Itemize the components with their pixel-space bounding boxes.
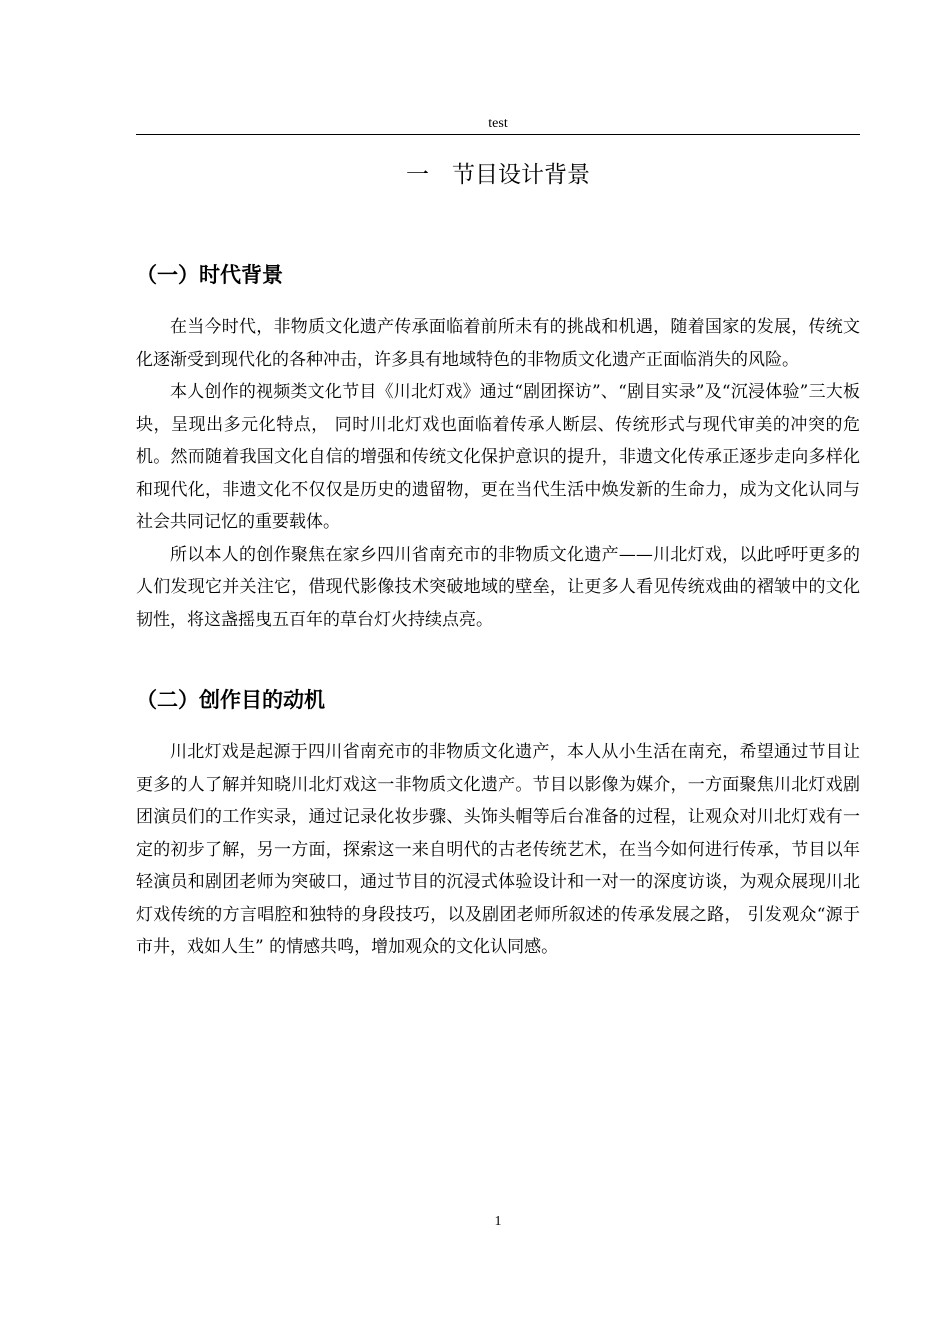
section-heading-era-background: （一）时代背景 [136, 263, 283, 287]
paragraph: 在当今时代，非物质文化遗产传承面临着前所未有的挑战和机遇，随着国家的发展，传统文化逐渐受到现代化的各种冲击，许多具有地域特色的非物质文化遗产正面临消失的风险。 [136, 317, 860, 370]
header-divider [136, 134, 860, 135]
paragraph: 所以本人的创作聚焦在家乡四川省南充市的非物质文化遗产——川北灯戏，以此呼吁更多的人们发现它并关注它，借现代影像技术突破地域的壁垒，让更多人看见传统戏曲的褶皱中的文化韧性，将这盏摇曳五百年的草台灯火持续点亮。 [136, 544, 860, 630]
chapter-title: 一 节目设计背景 [406, 162, 590, 188]
section-heading-creative-motivation: （二）创作目的动机 [136, 688, 325, 712]
paragraph: 川北灯戏是起源于四川省南充市的非物质文化遗产，本人从小生活在南充，希望通过节目让更多的人了解并知晓川北灯戏这一非物质文化遗产。节目以影像为媒介，一方面聚焦川北灯戏剧团演员们的工作实录，通过记录化妆步骤、头饰头帽等后台准备的过程，让观众对川北灯戏有一定的初步了解，另一方面，探索这一来自明代的古老传统艺术，在当今如何进行传承，节目以年轻演员和剧团老师为突破口，通过节目的沉浸式体验设计和一对一的深度访谈，为观众展现川北灯戏传统的方言唱腔和独特的身段技巧，以及剧团老师所叙述的传承发展之路， 引发观众“源于市井，戏如人生” 的情感共鸣，增加观众的文化认同感。 [136, 742, 860, 957]
section-body-creative-motivation [136, 736, 860, 964]
section-body-era-background [136, 311, 860, 636]
page-header: test [488, 116, 508, 131]
paragraph: 本人创作的视频类文化节目《川北灯戏》通过“剧团探访”、“剧目实录”及“沉浸体验”三大板块，呈现出多元化特点， 同时川北灯戏也面临着传承人断层、传统形式与现代审美的冲突的危机。然而随着我国文化自信的增强和传统文化保护意识的提升，非遗文化传承正逐步走向多样化和现代化，非遗文化不仅仅是历史的遗留物，更在当代生活中焕发新的生命力，成为文化认同与社会共同记忆的重要载体。 [136, 382, 860, 532]
page-number: 1 [494, 1214, 502, 1229]
